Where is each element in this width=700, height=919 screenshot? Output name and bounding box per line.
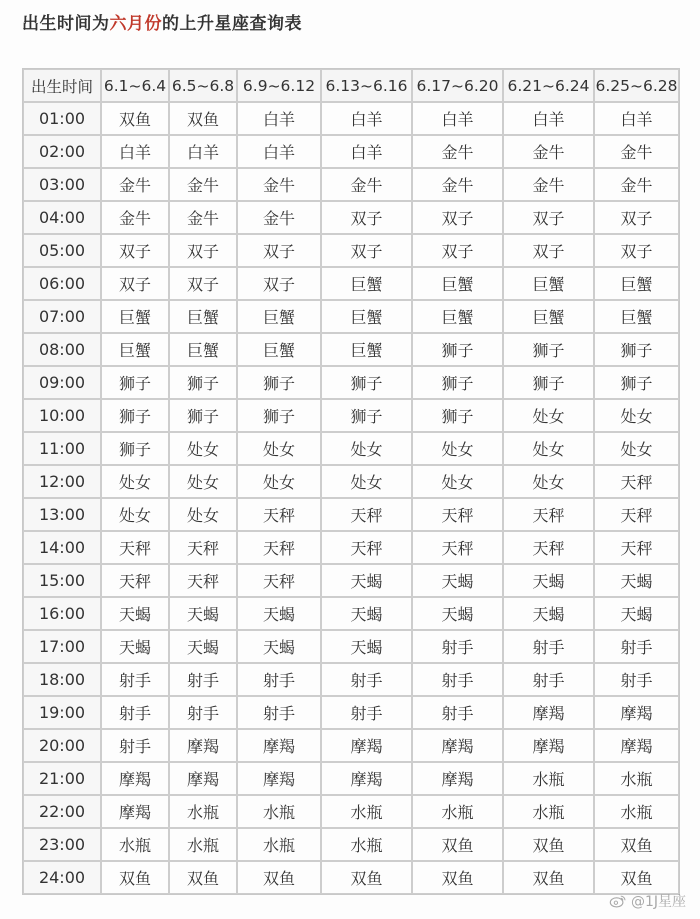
ascendant-sign-cell: 天秤 [169,531,237,564]
birth-time-cell: 16:00 [23,597,101,630]
ascendant-sign-cell: 巨蟹 [594,300,679,333]
ascendant-sign-cell: 巨蟹 [169,300,237,333]
ascendant-sign-cell: 金牛 [503,168,594,201]
ascendant-sign-cell: 水瓶 [101,828,169,861]
title-suffix: 的上升星座查询表 [162,14,302,34]
ascendant-sign-cell: 双子 [169,234,237,267]
birth-time-cell: 07:00 [23,300,101,333]
ascendant-sign-cell: 天秤 [594,498,679,531]
table-row [23,168,679,201]
ascendant-sign-cell: 水瓶 [321,795,412,828]
table-row [23,498,679,531]
ascendant-sign-cell: 水瓶 [412,795,503,828]
table-body [23,102,679,894]
ascendant-sign-cell: 双子 [594,201,679,234]
ascendant-sign-cell: 摩羯 [321,762,412,795]
birth-time-cell: 04:00 [23,201,101,234]
ascendant-sign-cell: 天秤 [101,564,169,597]
ascendant-sign-cell: 处女 [503,432,594,465]
ascendant-sign-cell: 天秤 [503,531,594,564]
ascendant-sign-cell: 金牛 [237,168,321,201]
ascendant-sign-cell: 双子 [412,201,503,234]
watermark-text: @1J星座 [630,894,686,910]
ascendant-sign-cell: 双鱼 [594,828,679,861]
birth-time-cell: 09:00 [23,366,101,399]
table-row [23,597,679,630]
header-date-range: 6.9~6.12 [237,69,321,102]
ascendant-sign-cell: 巨蟹 [237,333,321,366]
table-row [23,102,679,135]
ascendant-sign-cell: 双鱼 [412,861,503,894]
ascendant-sign-cell: 处女 [169,465,237,498]
birth-time-cell: 21:00 [23,762,101,795]
ascendant-sign-cell: 巨蟹 [594,267,679,300]
ascendant-sign-cell: 处女 [321,432,412,465]
ascendant-sign-cell: 天秤 [412,498,503,531]
ascendant-sign-cell: 天秤 [412,531,503,564]
ascendant-sign-cell: 金牛 [169,168,237,201]
ascendant-sign-cell: 白羊 [321,135,412,168]
table-header-row [23,69,679,102]
birth-time-cell: 03:00 [23,168,101,201]
ascendant-sign-cell: 双鱼 [503,828,594,861]
birth-time-cell: 11:00 [23,432,101,465]
ascendant-sign-cell: 白羊 [412,102,503,135]
ascendant-sign-cell: 处女 [503,399,594,432]
title-highlight-month: 六月份 [109,14,162,34]
ascendant-sign-cell: 双子 [101,234,169,267]
ascendant-sign-cell: 双子 [237,234,321,267]
ascendant-sign-cell: 巨蟹 [101,300,169,333]
ascendant-sign-cell: 射手 [321,663,412,696]
ascendant-sign-cell: 天蝎 [412,597,503,630]
ascendant-sign-cell: 白羊 [101,135,169,168]
ascendant-sign-cell: 天蝎 [237,630,321,663]
ascendant-sign-cell: 天蝎 [503,597,594,630]
table-row [23,201,679,234]
ascendant-sign-cell: 双鱼 [101,861,169,894]
birth-time-cell: 08:00 [23,333,101,366]
ascendant-sign-cell: 巨蟹 [503,267,594,300]
ascendant-sign-cell: 狮子 [101,366,169,399]
weibo-icon [609,894,627,908]
ascendant-sign-cell: 天蝎 [594,597,679,630]
ascendant-sign-cell: 狮子 [594,366,679,399]
ascendant-sign-cell: 水瓶 [169,828,237,861]
ascendant-sign-cell: 金牛 [412,135,503,168]
ascendant-sign-cell: 射手 [503,630,594,663]
ascendant-sign-cell: 狮子 [321,366,412,399]
header-date-range: 6.25~6.28 [594,69,679,102]
ascendant-sign-cell: 处女 [237,465,321,498]
birth-time-cell: 19:00 [23,696,101,729]
ascendant-sign-cell: 白羊 [503,102,594,135]
ascendant-sign-cell: 双鱼 [101,102,169,135]
ascendant-sign-cell: 天蝎 [321,597,412,630]
ascendant-sign-cell: 射手 [594,663,679,696]
ascendant-sign-cell: 天秤 [237,531,321,564]
ascendant-sign-cell: 双子 [237,267,321,300]
ascendant-sign-cell: 天秤 [594,465,679,498]
ascendant-sign-cell: 狮子 [237,366,321,399]
birth-time-cell: 12:00 [23,465,101,498]
ascendant-sign-cell: 天蝎 [594,564,679,597]
ascendant-sign-cell: 双鱼 [169,861,237,894]
header-date-range: 6.17~6.20 [412,69,503,102]
birth-time-cell: 01:00 [23,102,101,135]
ascendant-sign-cell: 巨蟹 [321,267,412,300]
table-row [23,366,679,399]
ascendant-sign-cell: 处女 [321,465,412,498]
ascendant-sign-cell: 水瓶 [169,795,237,828]
birth-time-cell: 18:00 [23,663,101,696]
ascendant-sign-cell: 摩羯 [101,762,169,795]
ascendant-sign-cell: 双子 [594,234,679,267]
table-row [23,465,679,498]
table-row [23,234,679,267]
title-prefix: 出生时间为 [22,14,110,34]
ascendant-sign-cell: 水瓶 [237,795,321,828]
ascendant-sign-cell: 射手 [237,696,321,729]
ascendant-sign-cell: 天秤 [321,531,412,564]
table-row [23,630,679,663]
ascendant-sign-cell: 射手 [321,696,412,729]
ascendant-sign-cell: 处女 [594,432,679,465]
birth-time-cell: 02:00 [23,135,101,168]
ascendant-sign-cell: 射手 [412,630,503,663]
ascendant-sign-cell: 摩羯 [237,762,321,795]
birth-time-cell: 15:00 [23,564,101,597]
ascendant-sign-cell: 金牛 [412,168,503,201]
ascendant-sign-table [22,68,680,895]
ascendant-sign-cell: 双鱼 [503,861,594,894]
table-row [23,696,679,729]
ascendant-sign-cell: 天蝎 [169,597,237,630]
ascendant-sign-cell: 巨蟹 [321,300,412,333]
ascendant-sign-cell: 巨蟹 [101,333,169,366]
birth-time-cell: 22:00 [23,795,101,828]
ascendant-sign-cell: 水瓶 [237,828,321,861]
ascendant-sign-cell: 巨蟹 [503,300,594,333]
ascendant-sign-cell: 狮子 [412,333,503,366]
ascendant-sign-cell: 狮子 [169,366,237,399]
ascendant-sign-cell: 水瓶 [594,762,679,795]
ascendant-sign-cell: 天蝎 [412,564,503,597]
ascendant-sign-cell: 天秤 [503,498,594,531]
ascendant-sign-cell: 双鱼 [169,102,237,135]
table-row [23,729,679,762]
ascendant-sign-cell: 处女 [237,432,321,465]
table-row [23,861,679,894]
ascendant-sign-cell: 处女 [412,465,503,498]
header-date-range: 6.21~6.24 [503,69,594,102]
ascendant-sign-cell: 狮子 [503,333,594,366]
ascendant-sign-cell: 双鱼 [321,861,412,894]
header-birth-time: 出生时间 [23,69,101,102]
ascendant-sign-cell: 白羊 [237,102,321,135]
ascendant-sign-cell: 狮子 [594,333,679,366]
ascendant-sign-cell: 双子 [101,267,169,300]
ascendant-sign-cell: 摩羯 [412,762,503,795]
ascendant-sign-cell: 巨蟹 [321,333,412,366]
ascendant-sign-cell: 水瓶 [321,828,412,861]
table-row [23,432,679,465]
ascendant-sign-cell: 金牛 [169,201,237,234]
ascendant-sign-cell: 射手 [169,696,237,729]
ascendant-sign-cell: 金牛 [237,201,321,234]
table-row [23,828,679,861]
ascendant-sign-cell: 狮子 [237,399,321,432]
ascendant-sign-cell: 天秤 [237,498,321,531]
table-row [23,267,679,300]
table-row [23,564,679,597]
header-date-range: 6.13~6.16 [321,69,412,102]
ascendant-sign-cell: 天蝎 [237,597,321,630]
ascendant-sign-cell: 处女 [503,465,594,498]
ascendant-sign-cell: 处女 [101,465,169,498]
table-row [23,135,679,168]
ascendant-sign-cell: 射手 [169,663,237,696]
ascendant-sign-cell: 射手 [237,663,321,696]
ascendant-sign-cell: 天蝎 [101,597,169,630]
ascendant-sign-cell: 双鱼 [594,861,679,894]
ascendant-sign-cell: 天蝎 [321,630,412,663]
ascendant-sign-cell: 白羊 [321,102,412,135]
ascendant-sign-cell: 处女 [594,399,679,432]
ascendant-sign-cell: 天蝎 [169,630,237,663]
ascendant-sign-cell: 天秤 [169,564,237,597]
ascendant-sign-cell: 狮子 [101,432,169,465]
ascendant-sign-cell: 摩羯 [503,729,594,762]
birth-time-cell: 13:00 [23,498,101,531]
page-title [22,9,302,34]
ascendant-sign-cell: 双鱼 [237,861,321,894]
ascendant-sign-cell: 双鱼 [412,828,503,861]
ascendant-sign-cell: 金牛 [594,135,679,168]
ascendant-sign-cell: 处女 [101,498,169,531]
ascendant-sign-cell: 射手 [101,663,169,696]
ascendant-sign-cell: 巨蟹 [412,300,503,333]
table-row [23,795,679,828]
birth-time-cell: 24:00 [23,861,101,894]
ascendant-sign-cell: 双子 [169,267,237,300]
ascendant-sign-cell: 摩羯 [503,696,594,729]
header-date-range: 6.5~6.8 [169,69,237,102]
table-row [23,762,679,795]
table-row [23,333,679,366]
ascendant-sign-cell: 射手 [594,630,679,663]
table-row [23,663,679,696]
ascendant-sign-cell: 射手 [101,729,169,762]
birth-time-cell: 20:00 [23,729,101,762]
ascendant-sign-cell: 摩羯 [412,729,503,762]
ascendant-sign-cell: 水瓶 [503,762,594,795]
ascendant-sign-cell: 巨蟹 [169,333,237,366]
ascendant-sign-cell: 双子 [412,234,503,267]
ascendant-sign-cell: 狮子 [169,399,237,432]
ascendant-sign-cell: 摩羯 [169,762,237,795]
ascendant-sign-cell: 天蝎 [321,564,412,597]
ascendant-sign-cell: 双子 [503,234,594,267]
birth-time-cell: 10:00 [23,399,101,432]
ascendant-sign-cell: 金牛 [594,168,679,201]
ascendant-sign-cell: 射手 [101,696,169,729]
ascendant-sign-cell: 白羊 [237,135,321,168]
table-row [23,531,679,564]
ascendant-sign-cell: 射手 [412,696,503,729]
ascendant-sign-cell: 金牛 [321,168,412,201]
ascendant-sign-cell: 巨蟹 [412,267,503,300]
ascendant-sign-cell: 天秤 [594,531,679,564]
birth-time-cell: 05:00 [23,234,101,267]
header-date-range: 6.1~6.4 [101,69,169,102]
ascendant-sign-cell: 金牛 [503,135,594,168]
ascendant-sign-cell: 金牛 [101,168,169,201]
ascendant-sign-cell: 双子 [503,201,594,234]
ascendant-sign-cell: 狮子 [412,366,503,399]
ascendant-sign-cell: 狮子 [412,399,503,432]
ascendant-sign-cell: 摩羯 [237,729,321,762]
ascendant-sign-cell: 狮子 [101,399,169,432]
ascendant-sign-cell: 处女 [169,432,237,465]
ascendant-sign-cell: 白羊 [594,102,679,135]
ascendant-sign-cell: 摩羯 [101,795,169,828]
ascendant-sign-cell: 天蝎 [101,630,169,663]
ascendant-sign-cell: 狮子 [503,366,594,399]
ascendant-sign-cell: 双子 [321,201,412,234]
ascendant-sign-cell: 天秤 [321,498,412,531]
birth-time-cell: 17:00 [23,630,101,663]
birth-time-cell: 23:00 [23,828,101,861]
ascendant-sign-cell: 处女 [169,498,237,531]
ascendant-sign-cell: 天秤 [237,564,321,597]
table-row [23,300,679,333]
watermark [609,891,686,911]
ascendant-sign-cell: 射手 [412,663,503,696]
ascendant-sign-cell: 摩羯 [169,729,237,762]
ascendant-sign-cell: 天蝎 [503,564,594,597]
ascendant-sign-cell: 巨蟹 [237,300,321,333]
ascendant-sign-cell: 白羊 [169,135,237,168]
ascendant-sign-cell: 水瓶 [503,795,594,828]
ascendant-sign-cell: 摩羯 [594,729,679,762]
ascendant-sign-cell: 射手 [503,663,594,696]
ascendant-sign-cell: 摩羯 [321,729,412,762]
ascendant-sign-cell: 摩羯 [594,696,679,729]
ascendant-sign-cell: 双子 [321,234,412,267]
ascendant-sign-cell: 天秤 [101,531,169,564]
birth-time-cell: 06:00 [23,267,101,300]
ascendant-sign-cell: 水瓶 [594,795,679,828]
ascendant-sign-cell: 处女 [412,432,503,465]
table-row [23,399,679,432]
birth-time-cell: 14:00 [23,531,101,564]
ascendant-sign-cell: 金牛 [101,201,169,234]
ascendant-sign-cell: 狮子 [321,399,412,432]
